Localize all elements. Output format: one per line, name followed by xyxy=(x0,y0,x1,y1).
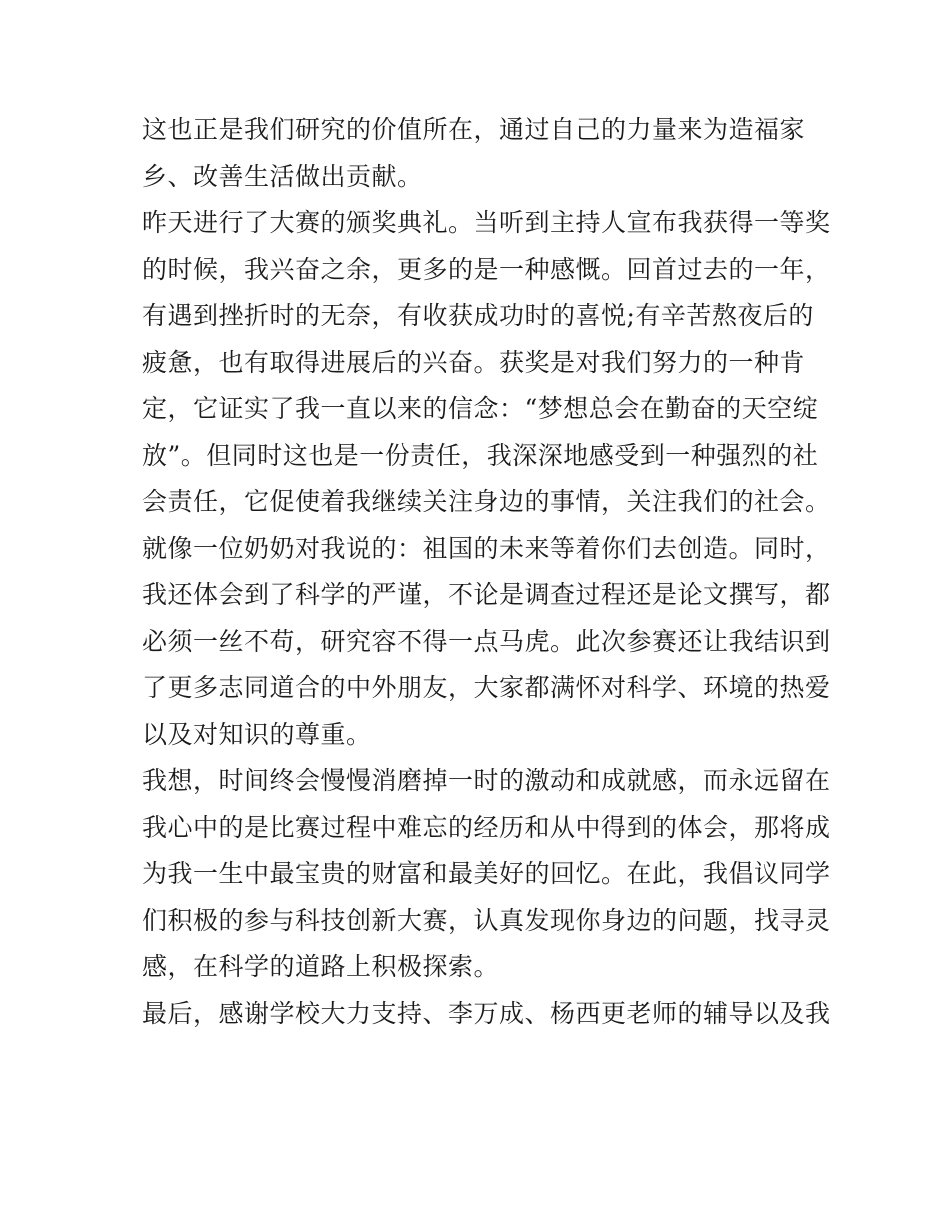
text-line: 会责任，它促使着我继续关注身边的事情，关注我们的社会。 xyxy=(142,487,831,516)
text-line: 我还体会到了科学的严谨，不论是调查过程还是论文撰写，都 xyxy=(142,580,831,609)
paragraph-1 xyxy=(142,107,822,200)
text-line: 乡、改善生活做出贡献。 xyxy=(142,161,423,191)
text-line: 的时候，我兴奋之余，更多的是一种感慨。回首过去的一年， xyxy=(142,254,831,284)
document-body xyxy=(142,107,831,1037)
paragraph-2 xyxy=(142,200,831,758)
text-line: 疲惫，也有取得进展后的兴奋。获奖是对我们努力的一种肯 xyxy=(142,347,806,377)
text-line: 这也正是我们研究的价值所在，通过自己的力量来为造福家 xyxy=(142,115,806,144)
text-line: 为我一生中最宝贵的财富和最美好的回忆。在此，我倡议同学 xyxy=(142,859,831,888)
paragraph-3 xyxy=(142,758,831,991)
text-line: 我想，时间终会慢慢消磨掉一时的激动和成就感，而永远留在 xyxy=(142,766,831,795)
text-line: 最后，感谢学校大力支持、李万成、杨西更老师的辅导以及我 xyxy=(142,998,831,1028)
text-line: 感，在科学的道路上积极探索。 xyxy=(142,952,500,981)
paragraph-4 xyxy=(142,991,831,1038)
text-line: 定，它证实了我一直以来的信念：“梦想总会在勤奋的天空绽 xyxy=(142,394,819,423)
text-line: 放”。但同时这也是一份责任，我深深地感受到一种强烈的社 xyxy=(142,440,819,470)
text-line: 昨天进行了大赛的颁奖典礼。当听到主持人宣布我获得一等奖 xyxy=(142,208,831,237)
text-line: 就像一位奶奶对我说的：祖国的未来等着你们去创造。同时， xyxy=(142,533,831,563)
text-line: 们积极的参与科技创新大赛，认真发现你身边的问题，找寻灵 xyxy=(142,905,831,935)
text-line: 了更多志同道合的中外朋友，大家都满怀对科学、环境的热爱 xyxy=(142,673,831,702)
text-line: 有遇到挫折时的无奈，有收获成功时的喜悦;有辛苦熬夜后的 xyxy=(142,301,814,330)
text-line: 以及对知识的尊重。 xyxy=(142,719,372,749)
text-line: 必须一丝不苟，研究容不得一点马虎。此次参赛还让我结识到 xyxy=(142,626,831,656)
text-line: 我心中的是比赛过程中难忘的经历和从中得到的体会，那将成 xyxy=(142,812,831,842)
